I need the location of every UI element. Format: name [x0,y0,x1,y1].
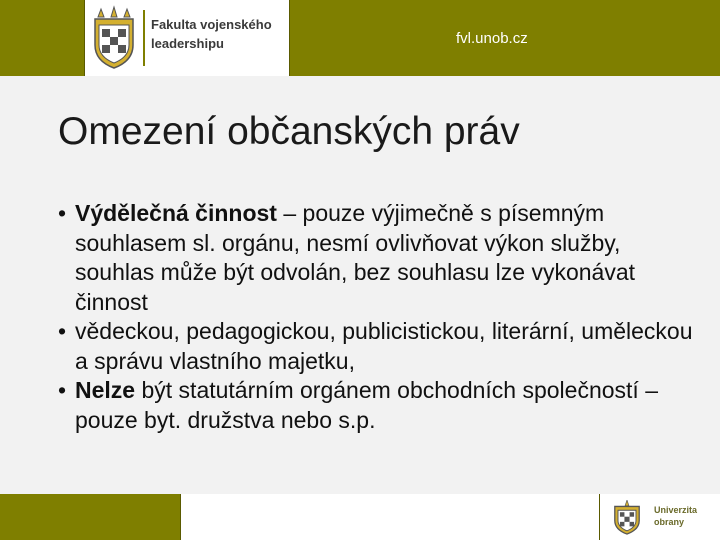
university-name: Univerzita obrany [654,505,698,527]
faculty-logo [84,0,290,76]
header-band-left [0,0,84,76]
university-crest-icon [612,500,642,536]
bullet-list [58,199,698,435]
faculty-crest-icon [91,5,137,71]
bullet-item [58,317,698,376]
bullet-text: vědeckou, pedagogickou, publicistickou, literární, uměleckou a správu vlastního majetku, [75,318,693,374]
bullet-bold-text: Výdělečná činnost [75,200,277,226]
bullet-text: – pouze výjimečně s písemným souhlasem sl. orgánu, nesmí ovlivňovat výkon služby, souhlas může být odvolán, bez souhlasu lze vykonávat činnost [75,200,635,315]
logo-separator [143,10,145,66]
bullet-item [58,376,698,435]
slide-footer [0,494,720,540]
footer-band-left [0,494,180,540]
footer-band-middle [180,494,600,540]
university-logo [600,494,720,540]
slide-header [0,0,720,76]
bullet-item [58,199,698,317]
faculty-url[interactable]: fvl.unob.cz [456,30,528,47]
slide-title: Omezení občanských práv [58,110,520,153]
bullet-text: být statutárním orgánem obchodních společností – pouze byt. družstva nebo s.p. [75,377,659,433]
faculty-name: Fakulta vojenského leadershipu [151,17,272,51]
bullet-bold-text: Nelze [75,377,136,403]
